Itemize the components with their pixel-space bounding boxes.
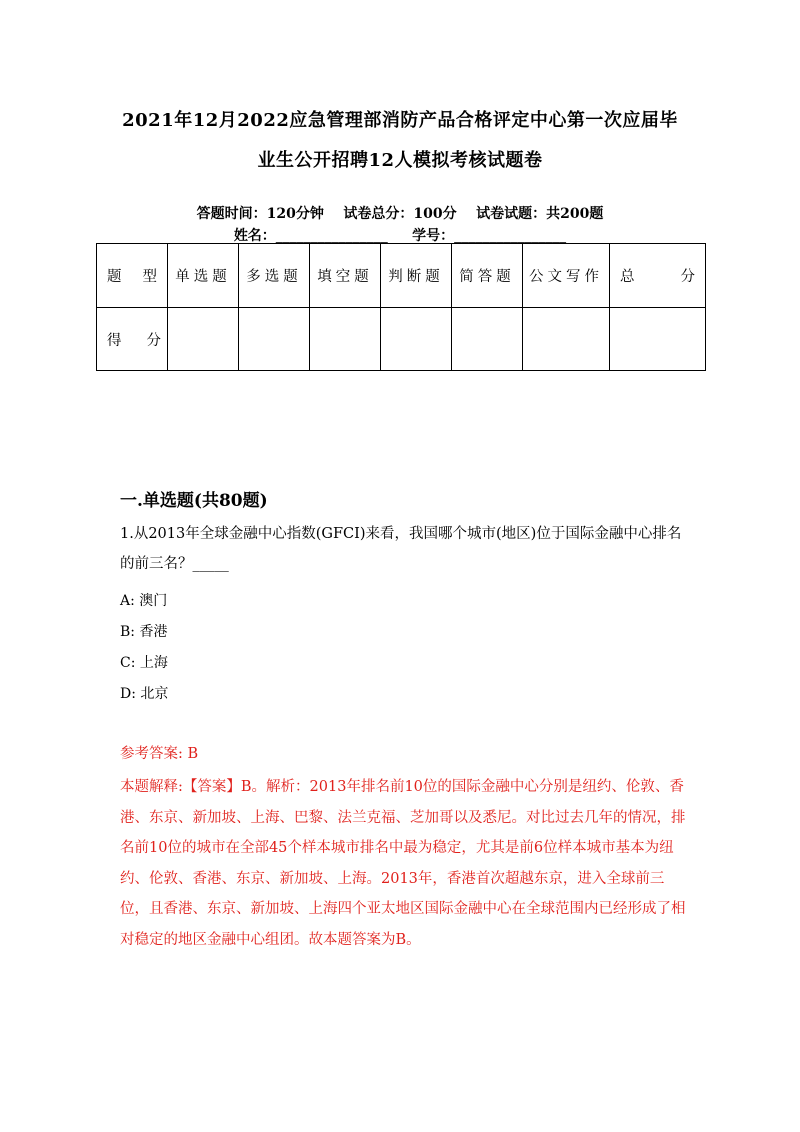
header-cell: 判断题 bbox=[381, 244, 452, 308]
answer-explanation: 本题解释:【答案】B。解析：2013年排名前10位的国际金融中心分别是纽约、伦敦、香港、东京、新加坡、上海、巴黎、法兰克福、芝加哥以及悉尼。对比过去几年的情况，排名前10位的城市在全部45个样本城市排名中最为稳定，尤其是前6位样本城市基本为纽约、伦敦、香港、东京、新加坡、上海。2013年，香港首次超越东京，进入全球前三位，且香港、东京、新加坡、上海四个亚太地区国际金融中心在全球范围内已经形成了相对稳定的地区金融中心组团。故本题答案为B。 bbox=[120, 779, 686, 948]
type-label-cell bbox=[97, 244, 168, 308]
score-label-b: 分 bbox=[146, 332, 161, 349]
total-label-cell bbox=[610, 244, 706, 308]
option-a: A: 澳门 bbox=[120, 593, 168, 609]
score-cell[interactable] bbox=[168, 308, 239, 371]
score-cell[interactable] bbox=[452, 308, 523, 371]
document-title-line-2: 业生公开招聘12人模拟考核试题卷 bbox=[257, 150, 543, 171]
question-1-text: 1.从2013年全球金融中心指数(GFCI)来看，我国哪个城市(地区)位于国际金融中心排名的前三名？_____ bbox=[120, 526, 682, 572]
header-cell: 单选题 bbox=[168, 244, 239, 308]
header-cell: 公文写作 bbox=[523, 244, 610, 308]
score-table-header-row bbox=[97, 244, 706, 308]
section-heading: 一.单选题(共80题) bbox=[120, 491, 268, 511]
score-cell[interactable] bbox=[310, 308, 381, 371]
total-label-b: 分 bbox=[680, 269, 695, 285]
document-title-line-1: 2021年12月2022应急管理部消防产品合格评定中心第一次应届毕 bbox=[122, 110, 678, 131]
reference-answer: 参考答案: B bbox=[120, 746, 199, 762]
exam-info: 答题时间：120分钟 试卷总分：100分 试卷试题：共200题 bbox=[196, 206, 604, 222]
score-cell[interactable] bbox=[239, 308, 310, 371]
total-label-a: 总 bbox=[620, 269, 635, 285]
score-cell[interactable] bbox=[381, 308, 452, 371]
header-cell: 多选题 bbox=[239, 244, 310, 308]
header-cell: 填空题 bbox=[310, 244, 381, 308]
score-table bbox=[96, 243, 706, 371]
type-label-a: 题 bbox=[107, 269, 122, 285]
option-b: B: 香港 bbox=[120, 624, 168, 640]
score-label-a: 得 bbox=[107, 332, 122, 349]
header-cell: 简答题 bbox=[452, 244, 523, 308]
score-cell[interactable] bbox=[610, 308, 706, 371]
score-cell[interactable] bbox=[523, 308, 610, 371]
option-c: C: 上海 bbox=[120, 655, 168, 671]
option-d: D: 北京 bbox=[120, 686, 169, 702]
score-label-cell bbox=[97, 308, 168, 371]
score-table-score-row bbox=[97, 308, 706, 371]
name-id-line: 姓名：________________ 学号：________________ bbox=[233, 228, 567, 244]
type-label-b: 型 bbox=[142, 269, 157, 285]
